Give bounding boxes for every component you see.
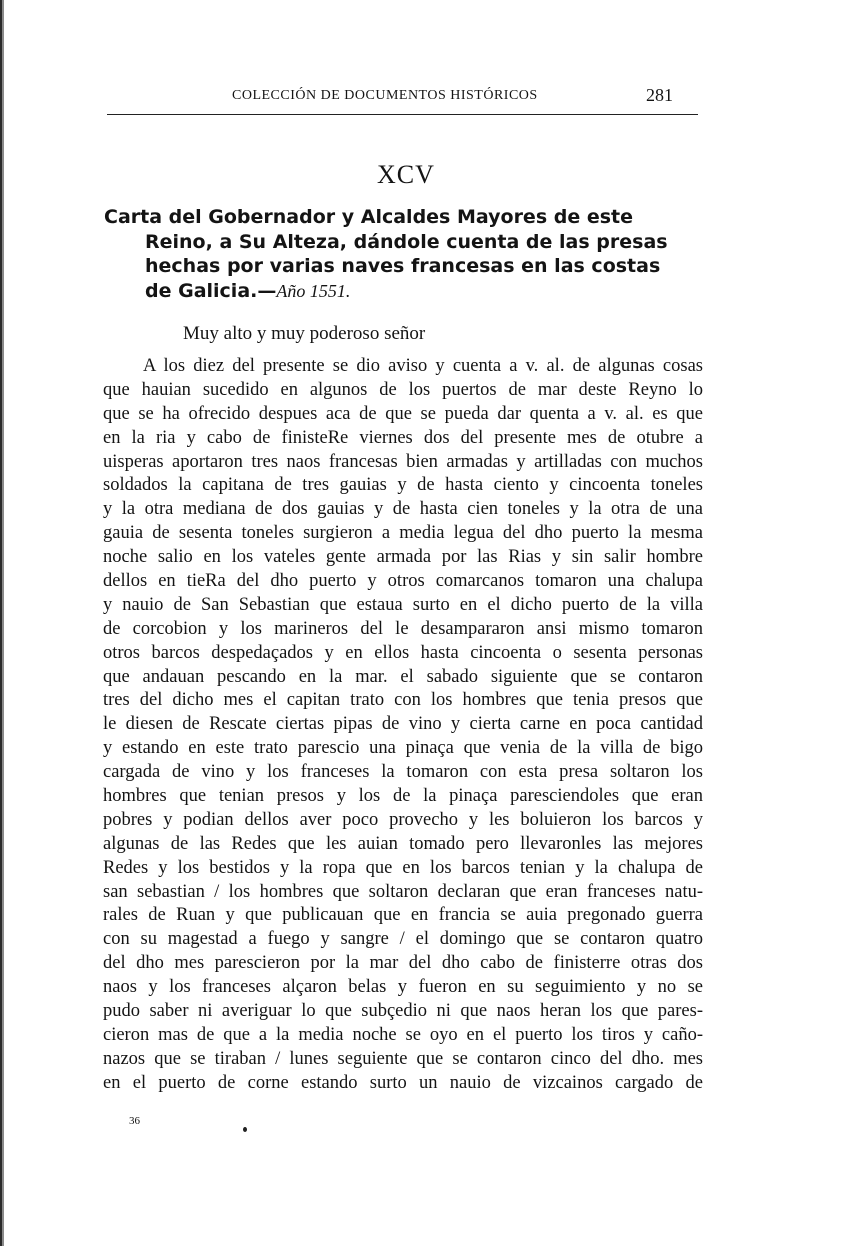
body-line: pobres y podian dellos aver poco provecho y les boluieron los barcos y (103, 809, 703, 830)
body-line: rales de Ruan y que publicauan que en francia se auia pregonado guerra (103, 905, 703, 926)
body-line: en el puerto de corne estando surto un nauio de vizcainos cargado de (103, 1072, 703, 1093)
body-line: naos y los franceses alçaron belas y fueron en su seguimiento y no se (103, 977, 703, 998)
body-line: Redes y los bestidos y la ropa que en los barcos tenian y la chalupa de (103, 857, 703, 878)
running-header: COLECCIÓN DE DOCUMENTOS HISTÓRICOS (232, 88, 538, 103)
body-line: gauia de sesenta toneles surgieron a media legua del dho puerto la mesma (103, 523, 703, 544)
body-line: le diesen de Rescate ciertas pipas de vino y cierta carne en poca cantidad (103, 714, 703, 735)
body-line: cieron mas de que a la media noche se oyo en el puerto los tiros y caño- (103, 1024, 703, 1045)
body-line: y estando en este trato parescio una pinaça que venia de la villa de bigo (103, 738, 703, 759)
body-line: con su magestad a fuego y sangre / el domingo que se contaron quatro (103, 929, 703, 950)
body-line: que hauian sucedido en algunos de los puertos de mar deste Reyno lo (103, 379, 703, 400)
body-line: pudo saber ni averiguar lo que subçedio ni que naos heran los que pares- (103, 1001, 703, 1022)
heading-year: Año 1551. (276, 280, 351, 301)
body-line: de corcobion y los marineros del le desampararon ansi mismo tomaron (103, 618, 703, 639)
letter-body (103, 355, 703, 1096)
body-line: uisperas aportaron tres naos francesas bien armadas y artilladas con muchos (103, 451, 703, 472)
heading-line: Reino, a Su Alteza, dándole cuenta de las presas (145, 230, 668, 253)
body-line: hombres que tenian presos y los de la pinaça paresciendoles que eran (103, 786, 703, 807)
body-line: nazos que se tiraban / lunes seguiente que se contaron cinco del dho. mes (103, 1048, 703, 1069)
body-line: noche salio en los vateles gente armada por las Rias y sin salir hombre (103, 547, 703, 568)
document-heading (104, 205, 704, 303)
header-rule (107, 114, 698, 115)
ink-speck (243, 1127, 247, 1132)
salutation: Muy alto y muy poderoso señor (183, 323, 426, 344)
body-line: san sebastian / los hombres que soltaron declaran que eran franceses natu- (103, 881, 703, 902)
body-line: A los diez del presente se dio aviso y cuenta a v. al. de algunas cosas (143, 356, 703, 376)
body-line: dellos en tieRa del dho puerto y otros comarcanos tomaron una chalupa (103, 571, 703, 592)
document-number: XCV (377, 160, 435, 189)
body-line: del dho mes parescieron por la mar del dho cabo de finisterre otras dos (103, 953, 703, 974)
body-line: tres del dicho mes el capitan trato con los hombres que tenia presos que (103, 690, 703, 711)
heading-line: hechas por varias naves francesas en las costas (145, 255, 661, 277)
body-line: que andauan pescando en la mar. el sabado siguiente que se contaron (103, 666, 703, 687)
body-line: soldados la capitana de tres gauias y de hasta ciento y cincoenta toneles (103, 475, 703, 496)
page-edge (0, 0, 7, 1246)
body-line: que se ha ofrecido despues aca de que se pueda dar quenta a v. al. es que (103, 403, 703, 424)
heading-line: Carta del Gobernador y Alcaldes Mayores de este (104, 206, 634, 228)
page-number: 281 (646, 85, 673, 105)
heading-last-prefix: de Galicia.— (145, 279, 277, 302)
signature-mark: 36 (129, 1115, 140, 1127)
body-line: algunas de las Redes que les auian tomado pero llevaronles las mejores (103, 833, 703, 854)
body-line: cargada de vino y los franceses la tomaron con esta presa soltaron los (103, 762, 703, 783)
body-line: y nauio de San Sebastian que estaua surto en el dicho puerto de la villa (103, 594, 703, 615)
body-line: y la otra mediana de dos gauias y de hasta cien toneles y la otra de una (103, 499, 703, 520)
heading-line (104, 279, 704, 304)
body-line: otros barcos despedaçados y en ellos hasta cincoenta o sesenta personas (103, 642, 703, 663)
body-line: en la ria y cabo de finisteRe viernes dos del presente mes de otubre a (103, 427, 703, 448)
